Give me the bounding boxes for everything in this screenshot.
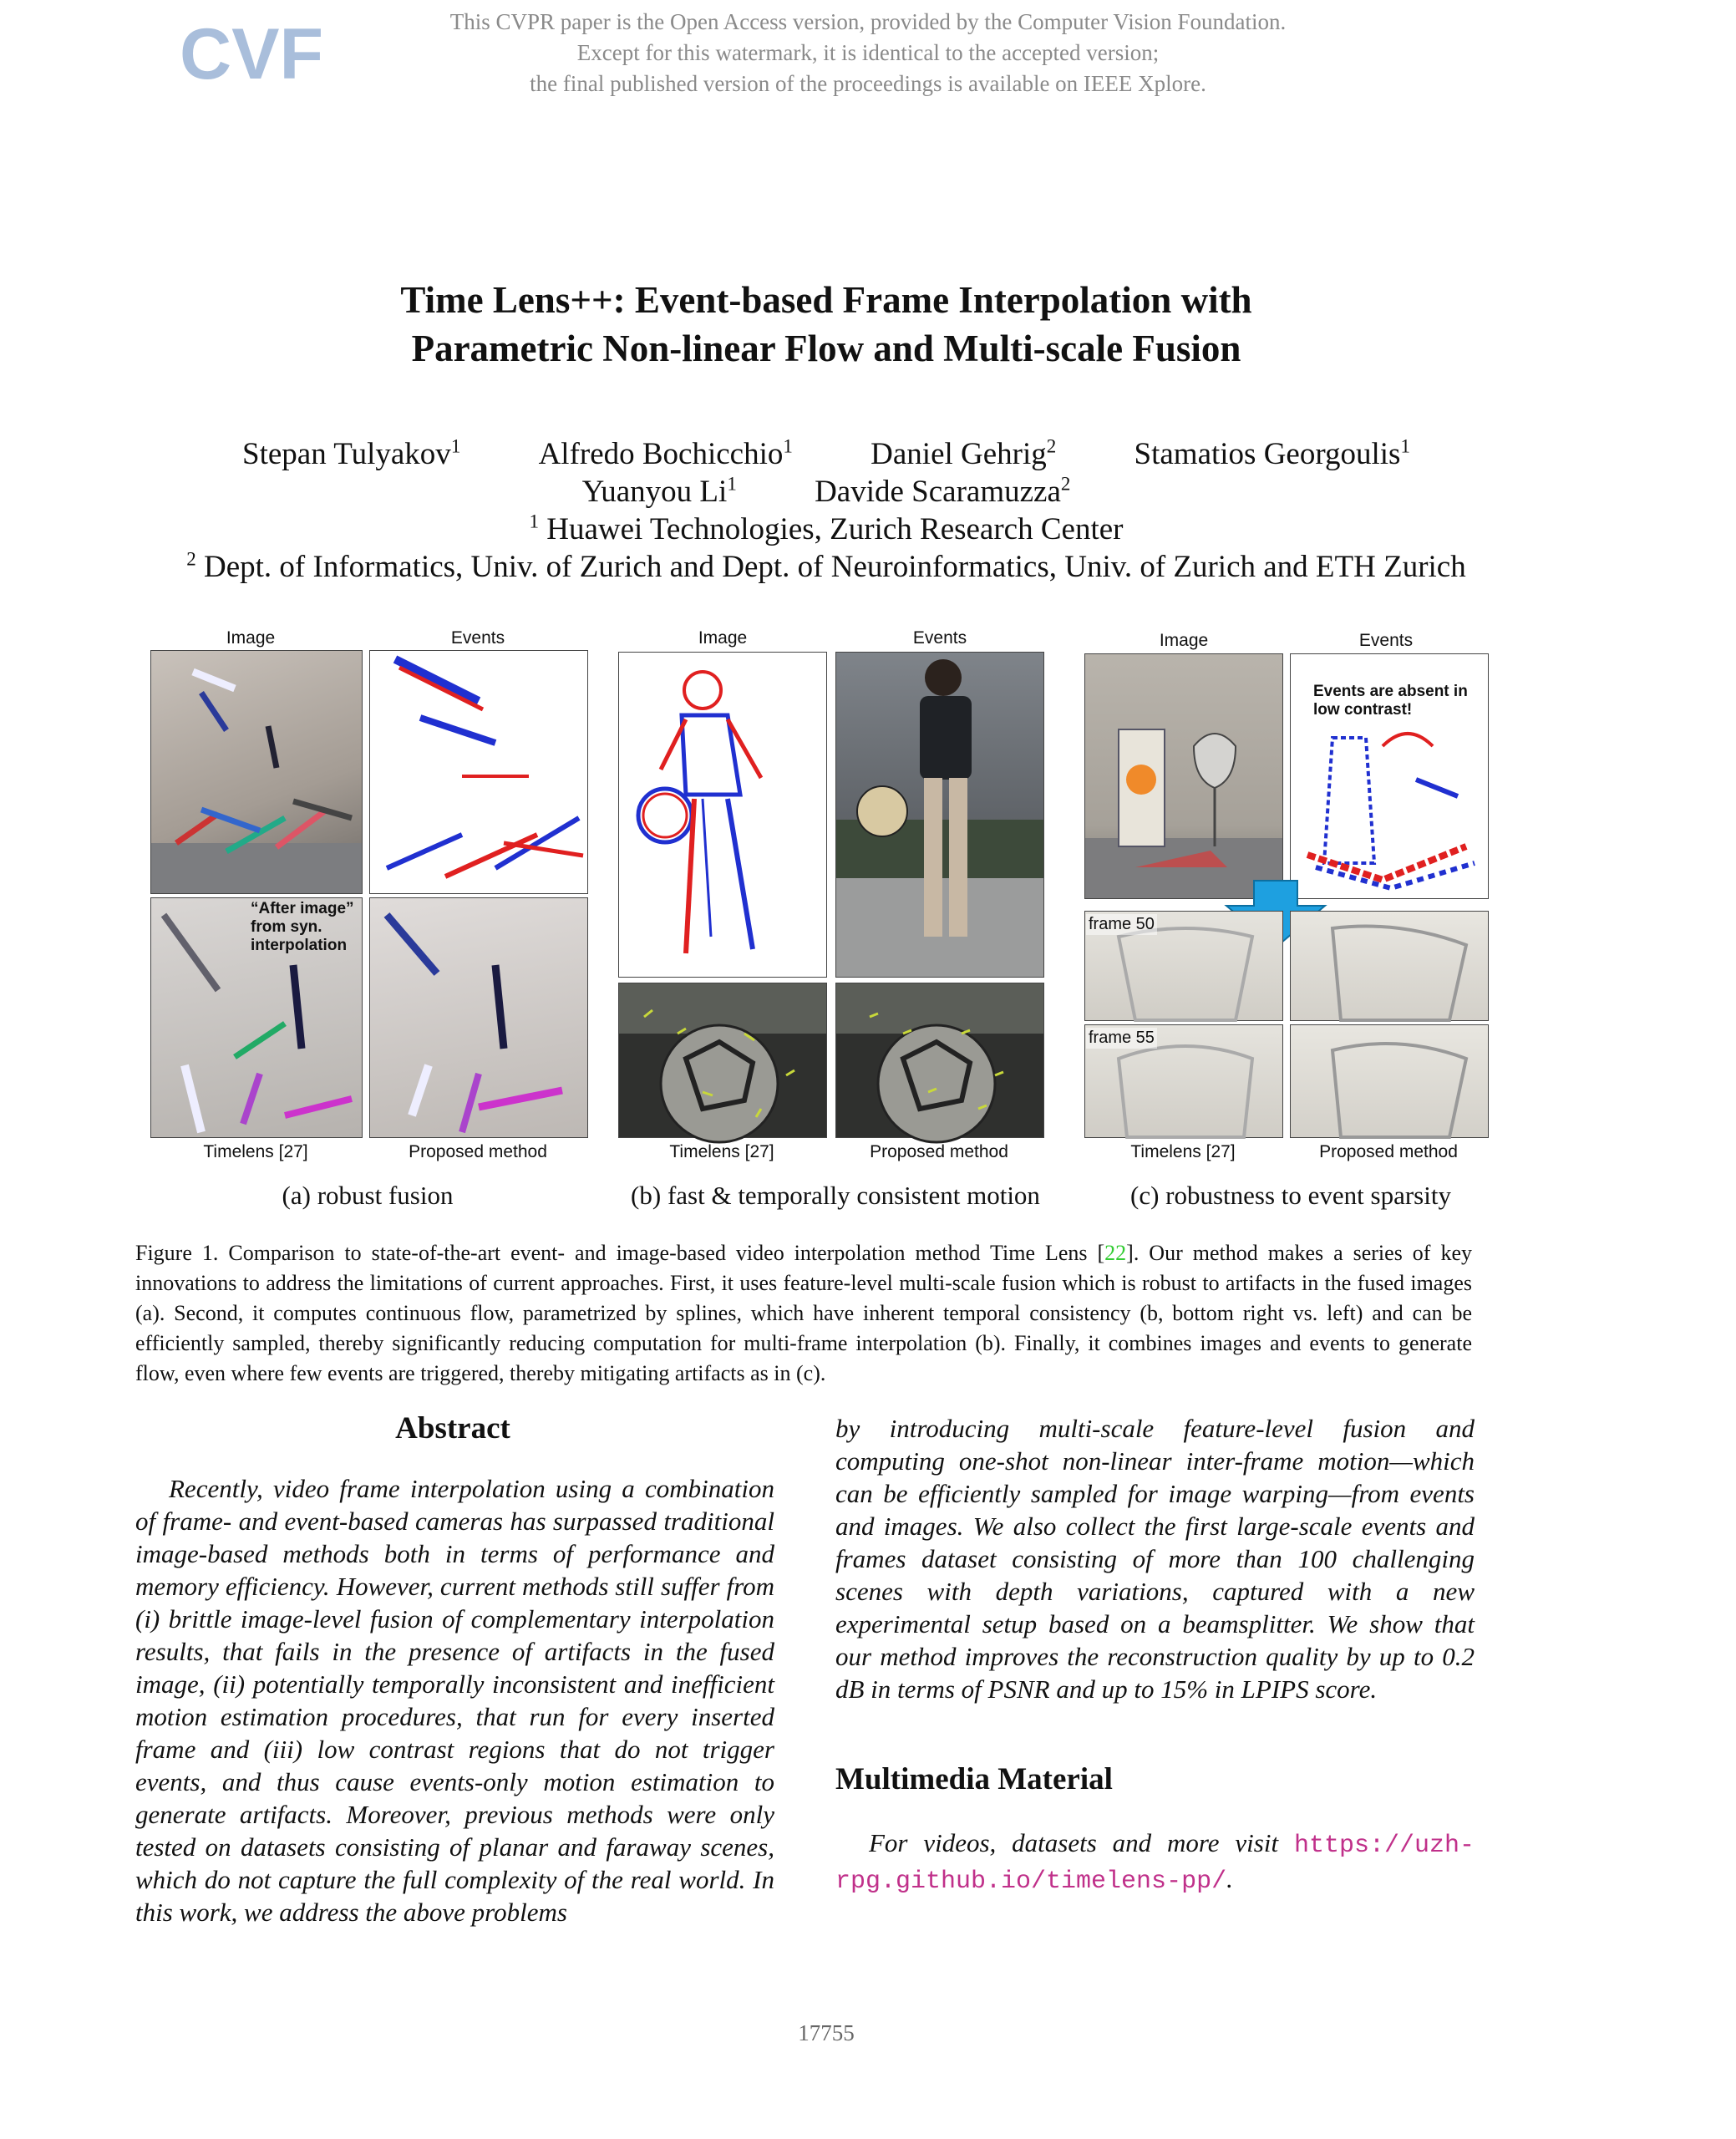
panel-label-events: Events — [450, 628, 505, 648]
figure-c-proposed-frame55 — [1290, 1024, 1489, 1138]
affiliation-1: $^1$ Huawei Technologies, Zurich Research Center — [529, 511, 1124, 546]
figure-b-events-panel — [618, 652, 827, 978]
frame50-label: frame 50 — [1086, 914, 1157, 935]
figure-caption: Figure 1. Comparison to state-of-the-art event- and image-based video interpolation method Time Lens [22]. Our method makes a series of key innovations to address the limitations of current approaches. First, it uses feature-level multi-scale fusion which is robust to artifacts in the fused images (a). Second, it computes continuous flow, parametrized by splines, which have inherent temporal consistency (b, bottom right vs. left) and can be efficiently sampled, thereby significantly reducing computation for multi-frame interpolation (b). Finally, it combines images and events to generate flow, even where few events are triggered, thereby mitigating artifacts as in (c). — [135, 1241, 1472, 1385]
author: Stepan Tulyakov$^1$ — [242, 435, 461, 471]
subfigure-c-label: (c) robustness to event sparsity — [1130, 1181, 1451, 1210]
panel-label-image: Image — [1159, 631, 1209, 650]
subfigure-a-label: (a) robust fusion — [282, 1181, 454, 1210]
paper-title — [0, 276, 1652, 373]
citation-link[interactable]: 22 — [1104, 1241, 1127, 1265]
figure-c-image-panel — [1084, 653, 1283, 899]
project-url-link[interactable]: https://uzh-rpg.github.io/timelens-pp/ — [835, 1832, 1475, 1896]
panel-label-timelens: Timelens [27] — [203, 1142, 308, 1161]
frame55-label: frame 55 — [1086, 1028, 1157, 1049]
panel-label-timelens: Timelens [27] — [1130, 1142, 1236, 1161]
author: Daniel Gehrig$^2$ — [871, 435, 1057, 471]
watermark-line: This CVPR paper is the Open Access version, provided by the Computer Vision Foundation. — [449, 9, 1287, 34]
author-row-1 — [0, 436, 1652, 473]
cvf-logo-text: CVF — [180, 14, 323, 94]
affiliation-2: $^2$ Dept. of Informatics, Univ. of Zurich and Dept. of Neuroinformatics, Univ. of Zurich and ETH Zurich — [186, 548, 1466, 584]
figure-b-proposed-flow-panel — [835, 983, 1044, 1138]
panel-label-events: Events — [1358, 631, 1414, 650]
figure-b-image-panel — [835, 652, 1044, 978]
figure-a-image-panel — [150, 650, 363, 894]
abstract-heading: Abstract — [395, 1411, 510, 1445]
multimedia-text: For videos, datasets and more visit https://uzh-rpg.github.io/timelens-pp/. — [835, 1828, 1475, 1896]
figure-a-events-panel — [369, 650, 588, 894]
abstract-left-column: Recently, video frame interpolation using a combination of frame- and event-based cameras has surpassed traditional image-based methods both in terms of performance and memory efficiency. However, current methods still suffer from (i) brittle image-level fusion of complementary interpolation results, that fails in the presence of artifacts in the fused image, (ii) potentially temporally inconsistent and inefficient motion estimation procedures, that run for every inserted frame and (iii) low contrast regions that do not trigger events, and thus cause events-only motion estimation to generate artifacts. Moreover, previous methods were only tested on datasets consisting of planar and faraway scenes, which do not capture the full complexity of the real world. In this work, we address the above problems — [135, 1474, 774, 1927]
figure-a-proposed-panel — [369, 897, 588, 1138]
author: Stamatios Georgoulis$^1$ — [1134, 435, 1410, 471]
panel-label-proposed: Proposed method — [409, 1142, 547, 1161]
author: Davide Scaramuzza$^2$ — [815, 473, 1071, 509]
after-image-note: “After image” from syn. interpolation — [251, 900, 354, 954]
watermark-line: the final published version of the proceedings is available on IEEE Xplore. — [530, 71, 1206, 96]
title-line-1: Time Lens++: Event-based Frame Interpolation with — [400, 279, 1252, 321]
figure-c-proposed-frame50 — [1290, 911, 1489, 1021]
panel-label-image: Image — [698, 628, 748, 648]
author-row-2 — [0, 474, 1652, 511]
panel-label-proposed: Proposed method — [870, 1142, 1008, 1161]
author: Alfredo Bochicchio$^1$ — [538, 435, 793, 471]
watermark-line: Except for this watermark, it is identical to the accepted version; — [576, 40, 1160, 65]
panel-label-image: Image — [226, 628, 276, 648]
panel-label-timelens: Timelens [27] — [669, 1142, 774, 1161]
open-access-watermark — [0, 7, 1736, 99]
author: Yuanyou Li$^1$ — [581, 473, 737, 509]
panel-label-events: Events — [912, 628, 967, 648]
figure-b-timelens-flow-panel — [618, 983, 827, 1138]
multimedia-heading: Multimedia Material — [835, 1762, 1113, 1796]
page-number: 17755 — [798, 2020, 855, 2045]
panel-label-proposed: Proposed method — [1319, 1142, 1458, 1161]
subfigure-b-label: (b) fast & temporally consistent motion — [631, 1181, 1040, 1210]
title-line-2: Parametric Non-linear Flow and Multi-scale Fusion — [411, 328, 1241, 369]
abstract-right-column: by introducing multi-scale feature-level fusion and computing one-shot non-linear inter-frame motion—which can be efficiently sampled for image warping—from events and images. We also collect the first large-scale events and frames dataset consisting of more than 100 challenging scenes with depth variations, captured with a new experimental setup based on a beamsplitter. We show that our method improves the reconstruction quality by up to 0.2 dB in terms of PSNR and up to 15% in LPIPS score. — [835, 1414, 1475, 1704]
events-absent-note: Events are absent in low contrast! — [1313, 683, 1468, 719]
